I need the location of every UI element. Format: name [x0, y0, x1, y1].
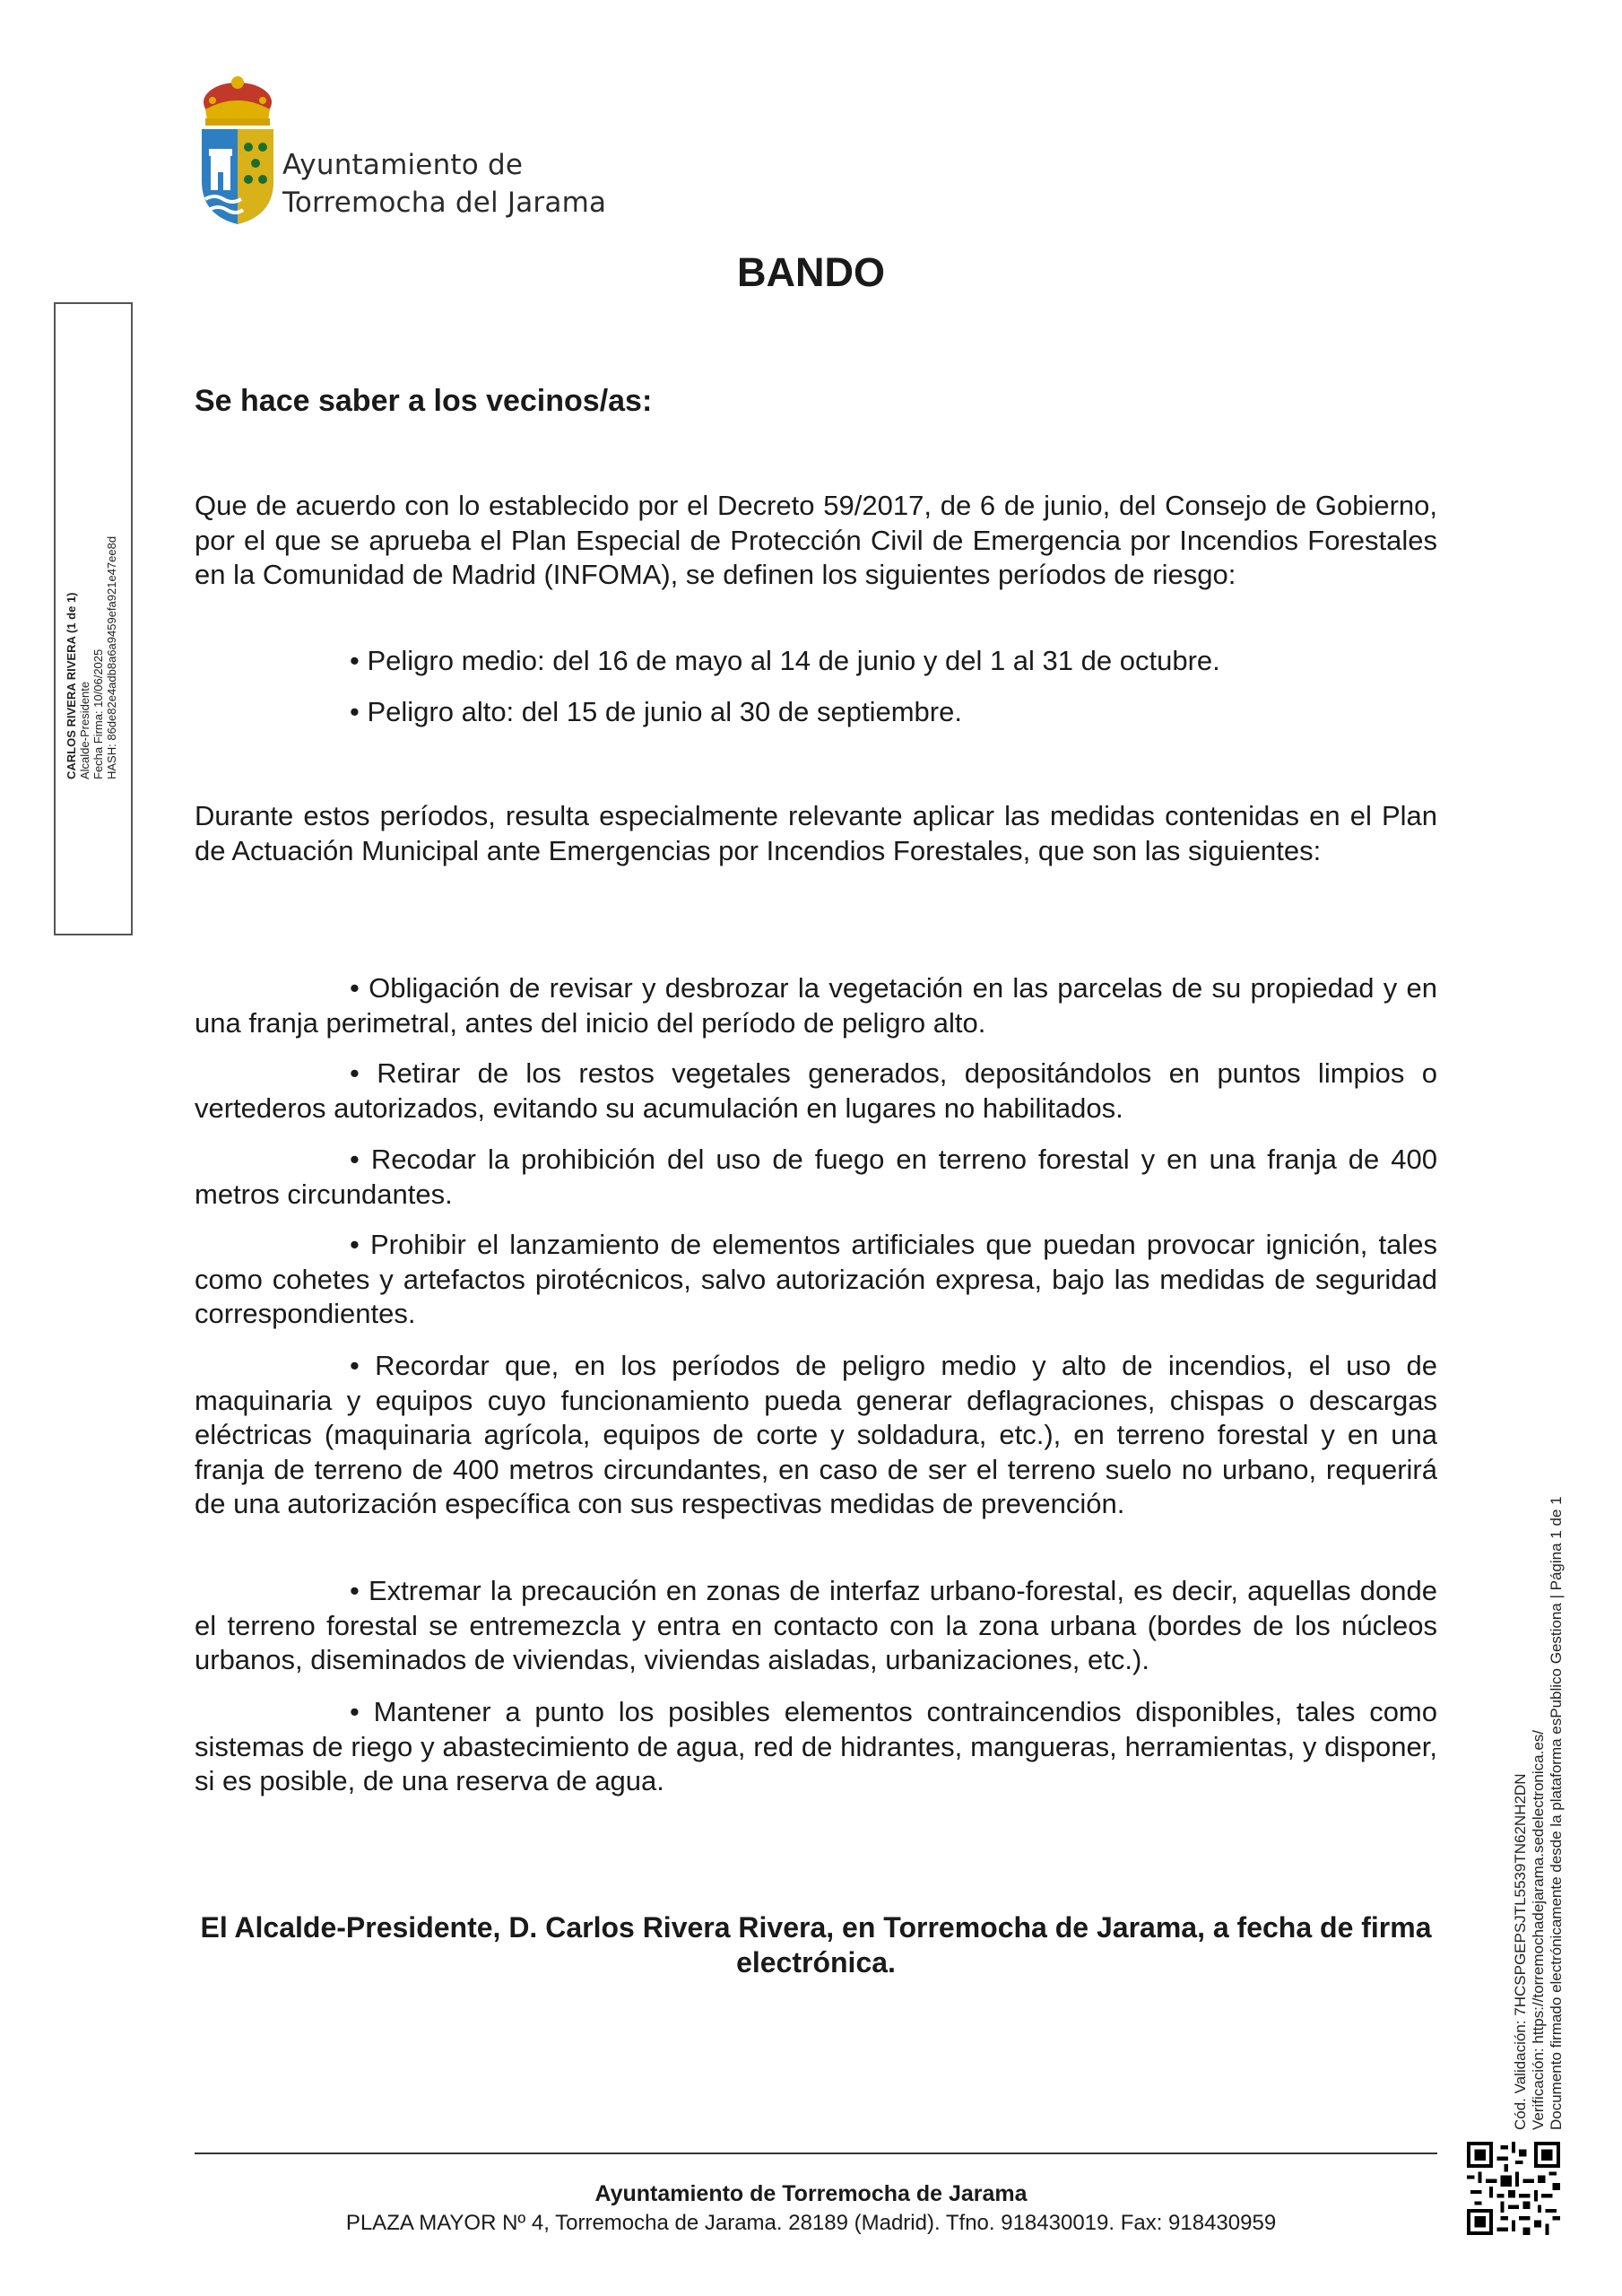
measure-text: • Retirar de los restos vegetales generados, depositándolos en puntos limpios o vertederos autorizados, evitando su acumulación en lugares no habilitados. — [195, 1057, 1437, 1124]
paragraph-measures-intro: Durante estos períodos, resulta especialmente relevante aplicar las medidas contenidas en el Plan de Actuación Municipal ante Emergencias por Incendios Forestales, que son las siguientes: — [195, 800, 1437, 866]
measure-item — [195, 1349, 1437, 1522]
footer-org-name: Ayuntamiento de Torremocha de Jarama — [594, 2181, 1028, 2206]
measure-text: • Prohibir el lanzamiento de elementos artificiales que puedan provocar ignición, tales como cohetes y artefactos pirotécnicos, salvo autorización expresa, bajo las medidas de seguridad correspondientes. — [195, 1229, 1437, 1329]
coat-of-arms-icon — [193, 74, 282, 228]
measure-item — [195, 1228, 1437, 1332]
signature-date: Fecha Firma: 10/06/2025 — [91, 648, 105, 779]
risk-period-high: • Peligro alto: del 15 de junio al 30 de septiembre. — [350, 696, 962, 727]
signature-hash: HASH: 86de82e4adb8a6a9459efa921e47ee8d — [105, 535, 118, 779]
org-name-line1: Ayuntamiento de — [282, 149, 524, 181]
qr-code-icon[interactable] — [1467, 2142, 1560, 2235]
document-title: BANDO — [737, 249, 885, 295]
validation-info — [1506, 1439, 1571, 2130]
measure-item — [195, 1695, 1437, 1799]
intro-heading: Se hace saber a los vecinos/as: — [195, 384, 653, 418]
signer-role: Alcalde-Presidente — [78, 681, 91, 779]
signature-box — [54, 302, 133, 935]
measure-text: • Mantener a punto los posibles elementos contraincendios disponibles, tales como sistemas de riego y abastecimiento de agua, red de hidrantes, mangueras, herramientas, y disponer, si es posible, de una reserva de agua. — [195, 1696, 1437, 1796]
validation-code: Cód. Validación: 7HCSPGEPSJTL5539TN62NH2DN — [1512, 1773, 1529, 2130]
measure-text: • Recordar que, en los períodos de peligro medio y alto de incendios, el uso de maquinaria y equipos cuyo funcionamiento pueda generar deflagraciones, chispas o descargas eléctricas (maquinaria agrícola, equipos de corte y soldadura, etc.), en terreno forestal y en una franja de terreno de 400 metros circundantes, en caso de ser el terreno suelo no urbano, requerirá de una autorización específica con sus respectivas medidas de prevención. — [195, 1350, 1437, 1519]
measure-item — [195, 971, 1437, 1040]
measure-item — [195, 1574, 1437, 1678]
measure-item — [195, 1057, 1437, 1126]
signer-name: CARLOS RIVERA RIVERA (1 de 1) — [65, 592, 78, 779]
org-name-line2: Torremocha del Jarama — [282, 187, 607, 219]
closing-signature-text: El Alcalde-Presidente, D. Carlos Rivera Rivera, en Torremocha de Jarama, a fecha de firma electrónica. — [200, 1911, 1432, 1979]
footer-address: PLAZA MAYOR Nº 4, Torremocha de Jarama. 28189 (Madrid). Tfno. 918430019. Fax: 918430959 — [345, 2211, 1277, 2235]
measure-text: • Extremar la precaución en zonas de interfaz urbano-forestal, es decir, aquellas donde el terreno forestal se entremezcla y entra en contacto con la zona urbana (bordes de los núcleos urbanos, diseminados de viviendas, viviendas aisladas, urbanizaciones, etc.). — [195, 1575, 1437, 1675]
measure-item — [195, 1143, 1437, 1212]
footer-divider — [195, 2152, 1437, 2154]
verification-url: Verificación: https://torremochadejarama.sedelectronica.es/ — [1530, 1729, 1547, 2130]
measure-text: • Obligación de revisar y desbrozar la vegetación en las parcelas de su propiedad y en una franja perimetral, antes del inicio del período de peligro alto. — [195, 972, 1437, 1039]
measure-text: • Recodar la prohibición del uso de fuego en terreno forestal y en una franja de 400 metros circundantes. — [195, 1144, 1437, 1210]
paragraph-decree: Que de acuerdo con lo establecido por el Decreto 59/2017, de 6 de junio, del Consejo de Gobierno, por el que se aprueba el Plan Especial de Protección Civil de Emergencia por Incendios Forestales en la Comunidad de Madrid (INFOMA), se definen los siguientes períodos de riesgo: — [195, 490, 1437, 590]
risk-period-medium: • Peligro medio: del 16 de mayo al 14 de junio y del 1 al 31 de octubre. — [350, 645, 1220, 676]
signature-platform-note: Documento firmado electrónicamente desde la plataforma esPublico Gestiona | Página 1 de 1 — [1548, 1496, 1565, 2130]
